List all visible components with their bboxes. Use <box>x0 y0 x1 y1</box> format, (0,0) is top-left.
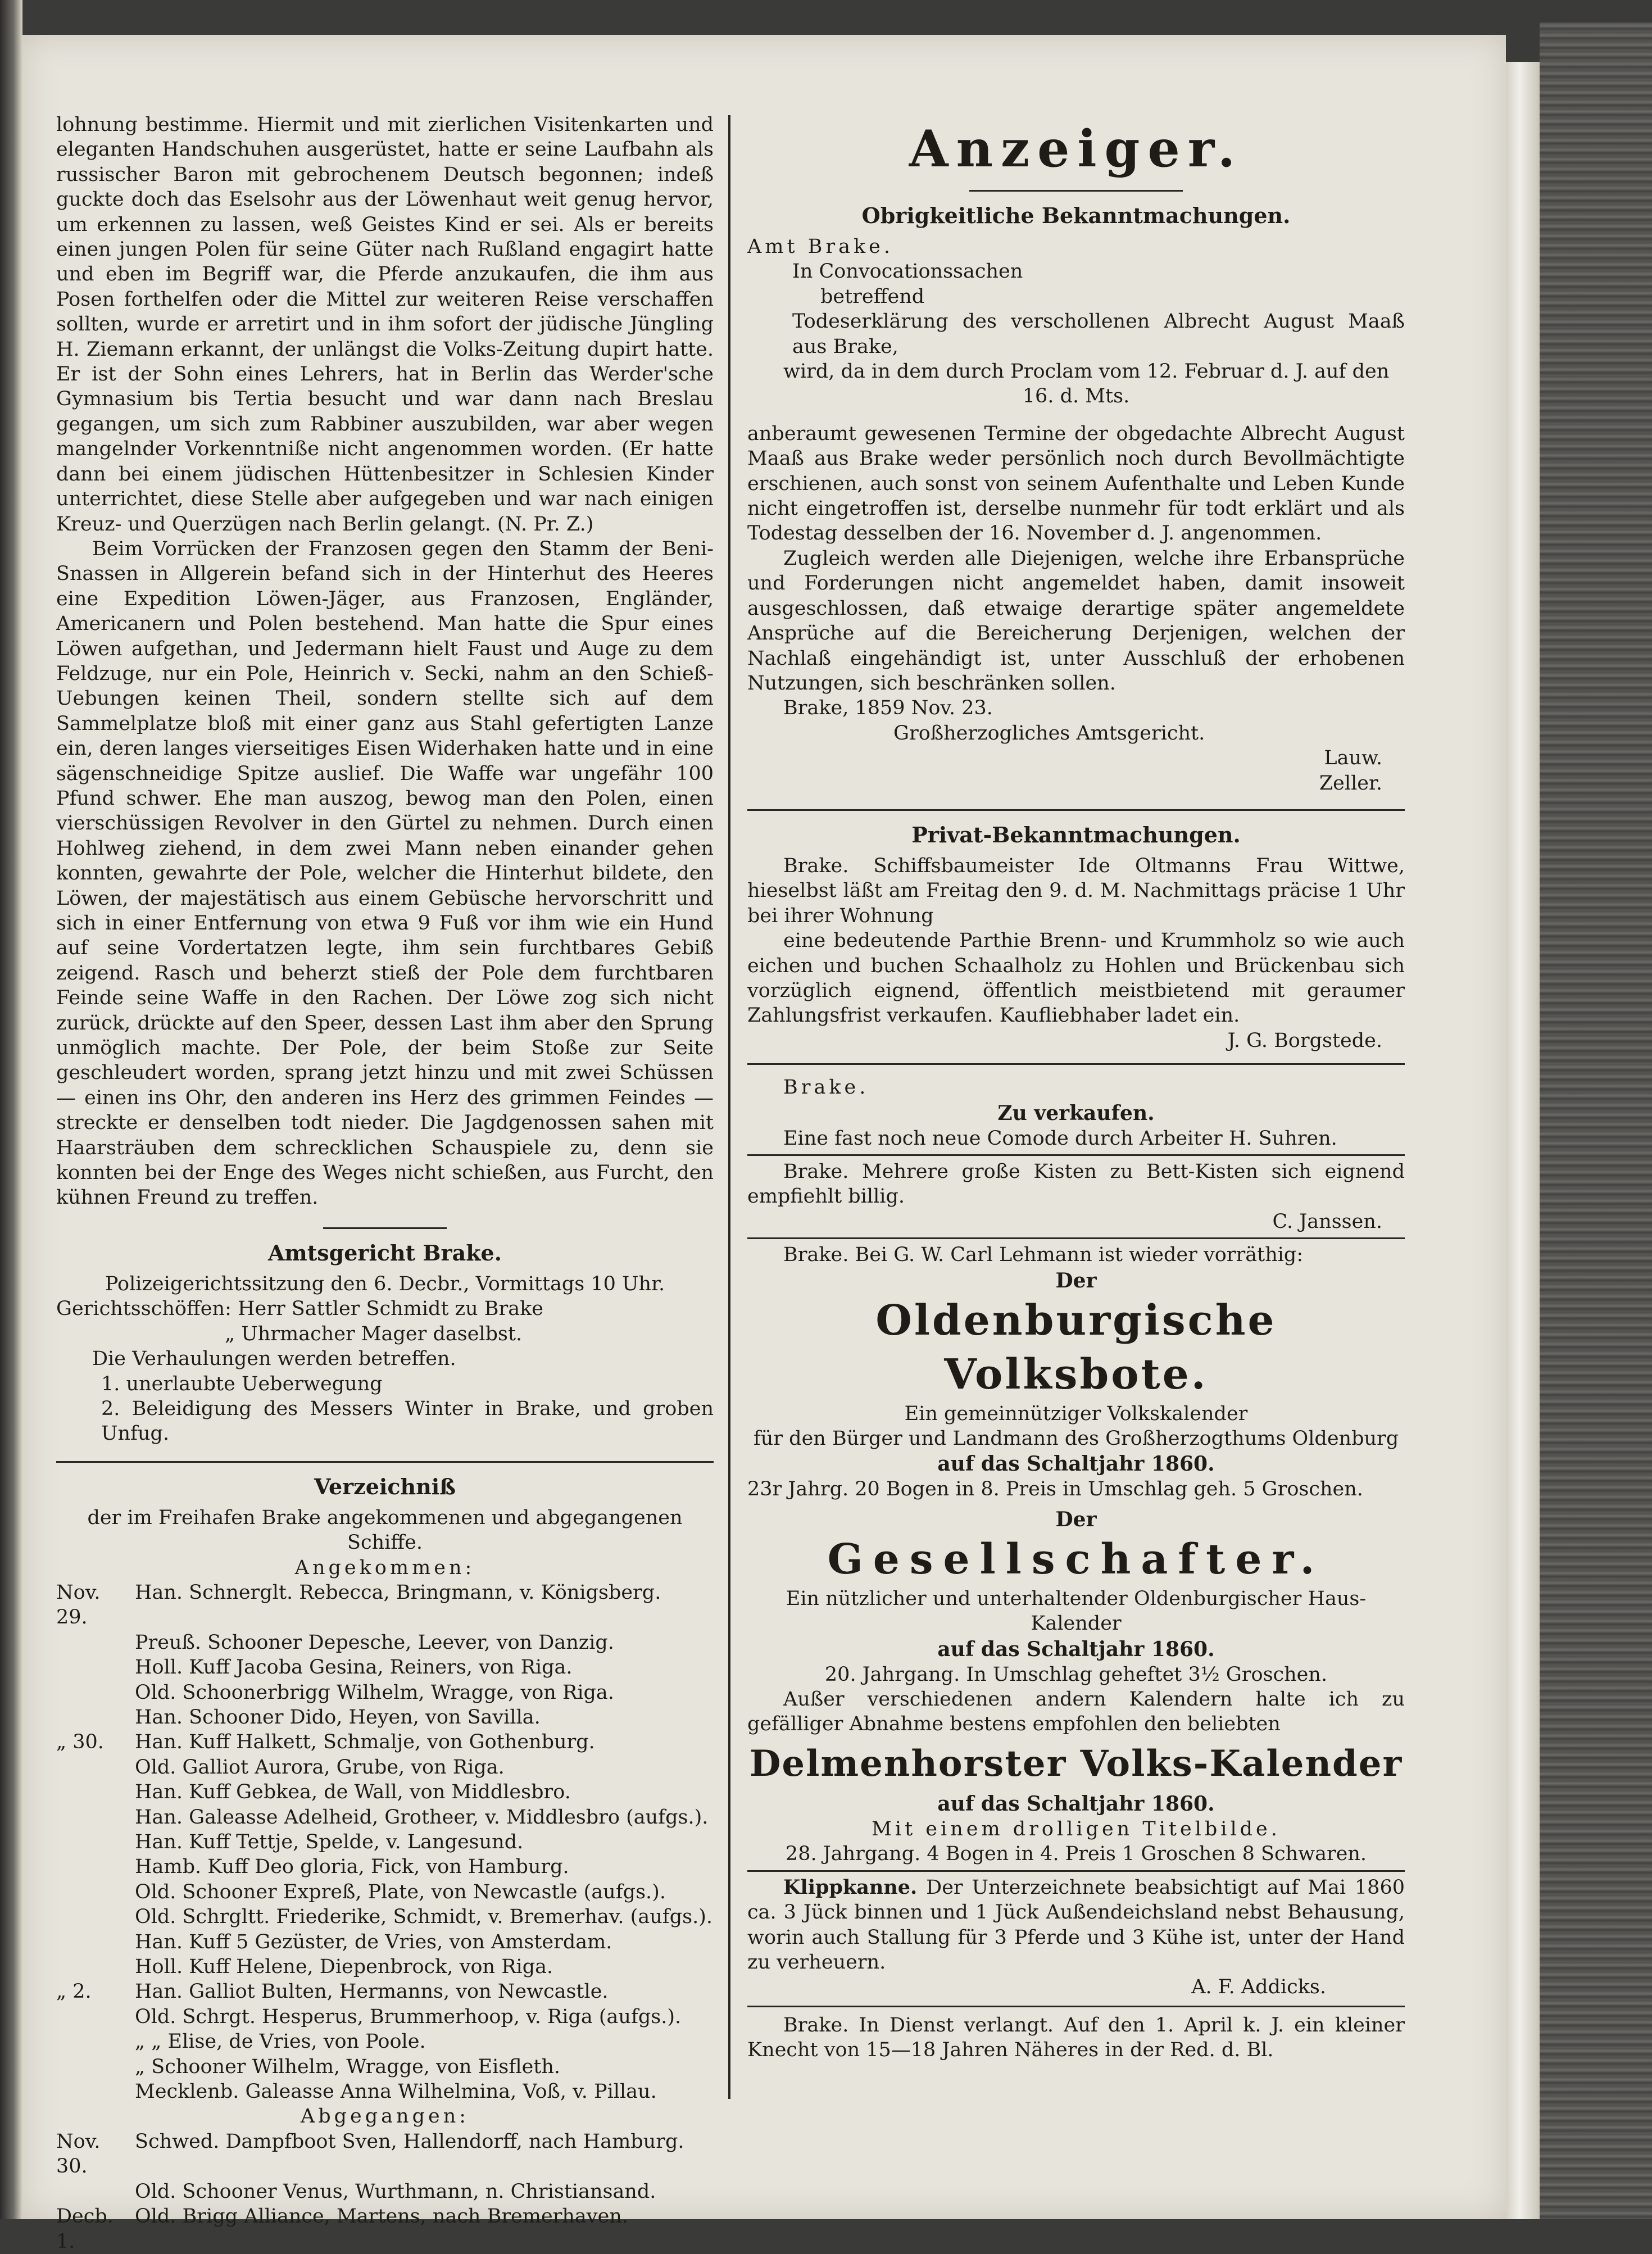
right-column <box>747 112 1405 2063</box>
signature: Lauw. <box>1324 747 1382 770</box>
divider <box>747 809 1405 811</box>
signature: Zeller. <box>1319 772 1382 795</box>
court-item: 1. unerlaubte Ueberwegung <box>101 1372 383 1395</box>
divider <box>747 1870 1405 1872</box>
divider <box>747 1237 1405 1239</box>
court-item: 2. Beleidigung des Messers Winter in Brake, und groben Unfug. <box>101 1397 714 1445</box>
ship-row <box>56 1705 714 1730</box>
divider <box>56 1461 714 1463</box>
court-session: Polizeigerichtssitzung den 6. Decbr., Vormittags 10 Uhr. <box>105 1272 665 1295</box>
ship-row <box>56 2029 714 2054</box>
ship-row <box>56 1655 714 1680</box>
ship-entry: Old. Schrgltt. Friederike, Schmidt, v. Bremerhav. (aufgs.). <box>135 1906 712 1929</box>
ship-entry: Han. Schooner Dido, Heyen, von Savilla. <box>135 1706 541 1729</box>
ship-date: „ 2. <box>56 1980 92 2003</box>
private-notices-title: Privat-Bekanntmachungen. <box>911 822 1241 847</box>
sale-text: Eine fast noch neue Comode durch Arbeiter H. Suhren. <box>783 1127 1337 1150</box>
ship-date <box>56 1954 135 1979</box>
story-paragraph: Beim Vorrücken der Franzosen gegen den Stamm der Beni-Snassen in Allgerein befand sich in der Hinterhut des Heeres eine Expedition Löwen-Jäger, aus Franzosen, Engländer, Americanern und Polen bestehend. Man hatte die Spur eines Löwen aufgethan, und Jedermann hielt Faust und Auge zu dem Feldzuge, nur ein Pole, Heinrich v. Secki, nahm an den Schieß-Uebungen keinen Theil, sondern stellte sich auf dem Sammelplatze bloß mit einer ganz aus Stahl gefertigten Lanze ein, deren langes vierseitiges Eisen Widerhaken hatte und in eine sägenschneidige Spitze auslief. Die Waffe war ungefähr 100 Pfund schwer. Ehe man auszog, bewog man den Polen, einen vierschüssigen Revolver in den Gürtel zu nehmen. Durch einen Hohlweg ziehend, in dem zwei Mann neben einander gehen konnten, gewahrte der Pole, welcher die Hinterhut bildete, den Löwen, der majestätisch aus einem Gebüsche hervorschritt und sich in einer Entfernung von etwa 9 Fuß vor ihm wie ein Hund auf seine Vordertatzen legte, ihm sein furchtbares Gebiß zeigend. Rasch und beherzt stieß der Pole dem furchtbaren Feinde seine Waffe in den Rachen. Der Löwe zog sich nicht zurück, drückte auf den Speer, dessen Last ihm aber den Sprung unmöglich machte. Der Pole, der beim Stoße zur Seite geschleudert worden, sprang jetzt hinzu und mit zwei Schüssen — einen ins Ohr, den anderen ins Herz des grimmen Feindes — streckte er denselben todt nieder. Die Jagdgenossen sahen mit Haarsträuben dem schrecklichen Schauspiele zu, denn sie konnten bei der Enge des Weges nicht schießen, aus Furcht, den kühnen Freund zu treffen. <box>56 537 714 1209</box>
ship-entry: Han. Kuff Gebkea, de Wall, von Middlesbro. <box>135 1781 571 1804</box>
notice-text: eine bedeutende Parthie Brenn- und Krummholz so wie auch eichen und buchen Schaalholz zu Hohlen und Brückenbau sich vorzüglich eignend, öffentlich meistbietend mit geraumer Zahlungsfrist verkaufen. Kaufliebhaber ladet ein. <box>747 929 1405 1027</box>
service-notice: Brake. In Dienst verlangt. Auf den 1. April k. J. ein kleiner Knecht von 15—18 Jahren Näheres in der Red. d. Bl. <box>747 2013 1405 2062</box>
ship-entry: Preuß. Schooner Depesche, Leever, von Danzig. <box>135 1631 614 1654</box>
convocation-line: Todeserklärung des verschollenen Albrecht August Maaß aus Brake, <box>792 310 1405 358</box>
ship-entry: Old. Schrgt. Hesperus, Brummerhoop, v. Riga (aufgs.). <box>135 2005 682 2028</box>
volksbote-detail: 23r Jahrg. 20 Bogen in 8. Preis in Umschlag geh. 5 Groschen. <box>747 1478 1363 1501</box>
ship-date <box>56 1755 135 1780</box>
ship-entry: Han. Kuff 5 Gezüster, de Vries, von Amsterdam. <box>135 1930 612 1953</box>
ship-date: Decb. 1. <box>56 2205 114 2253</box>
anzeiger-masthead: Anzeiger. <box>909 119 1243 179</box>
ship-entry: „ Schooner Wilhelm, Wragge, von Eisfleth. <box>135 2055 561 2078</box>
ship-date <box>56 1930 135 1954</box>
klippkanne-notice <box>747 1875 1405 1975</box>
ship-row <box>56 2004 714 2029</box>
amt-heading: Amt Brake. <box>747 235 894 258</box>
ship-entry: Old. Brigg Alliance, Martens, nach Bremerhaven. <box>135 2205 628 2228</box>
volksbote-title: Oldenburgische Volksbote. <box>875 1296 1277 1399</box>
ship-entry: Holl. Kuff Jacoba Gesina, Reiners, von Riga. <box>135 1656 573 1679</box>
ship-date: Nov. 30. <box>56 2130 101 2178</box>
ship-entry: Holl. Kuff Helene, Diepenbrock, von Riga. <box>135 1956 553 1979</box>
ship-entry: Mecklenb. Galeasse Anna Wilhelmina, Voß, v. Pillau. <box>135 2080 657 2103</box>
ship-entry: Han. Schnerglt. Rebecca, Bringmann, v. Königsberg. <box>135 1581 661 1604</box>
court-title: Amtsgericht Brake. <box>268 1240 502 1266</box>
klippkanne-title: Klippkanne. <box>783 1875 918 1899</box>
divider <box>747 2006 1405 2007</box>
convocation-line: In Convocationssachen <box>792 260 1023 283</box>
ship-date <box>56 2004 135 2029</box>
ship-row <box>56 1880 714 1904</box>
volksbote-year: auf das Schaltjahr 1860. <box>937 1452 1215 1476</box>
ship-entry: Old. Schoonerbrigg Wilhelm, Wragge, von Riga. <box>135 1681 614 1704</box>
ship-row <box>56 1780 714 1804</box>
ship-entry: Old. Schooner Expreß, Plate, von Newcastle (aufgs.). <box>135 1880 666 1903</box>
ship-entry: Old. Galliot Aurora, Grube, von Riga. <box>135 1756 505 1779</box>
divider <box>747 1154 1405 1156</box>
court-lay-judges: „ Uhrmacher Mager daselbst. <box>225 1322 523 1345</box>
ship-row <box>56 1680 714 1705</box>
sale-place: Brake. <box>783 1076 869 1099</box>
ship-entry: „ „ Elise, de Vries, von Poole. <box>135 2030 426 2053</box>
ship-row <box>56 1630 714 1655</box>
ship-row <box>56 1979 714 2004</box>
volksbote-detail: Ein gemeinnütziger Volkskalender <box>904 1402 1248 1425</box>
arrived-list <box>56 1580 714 2105</box>
gesellschafter-year: auf das Schaltjahr 1860. <box>937 1637 1215 1661</box>
ship-date <box>56 1705 135 1730</box>
ship-date <box>56 2029 135 2054</box>
official-notices-title: Obrigkeitliche Bekanntmachungen. <box>861 203 1291 228</box>
delmenhorster-year: auf das Schaltjahr 1860. <box>937 1792 1215 1816</box>
convocation-line: wird, da in dem durch Proclam vom 12. Februar d. J. auf den <box>783 360 1390 383</box>
arrived-title: Angekommen: <box>294 1556 475 1579</box>
court-intro: Die Verhaulungen werden betreffen. <box>92 1348 456 1371</box>
ship-row <box>56 2204 714 2254</box>
ship-entry: Old. Schooner Venus, Wurthmann, n. Christiansand. <box>135 2180 656 2203</box>
ship-row <box>56 1830 714 1854</box>
sale-title: Zu verkaufen. <box>997 1101 1155 1125</box>
gesellschafter-detail: Außer verschiedenen andern Kalendern halte ich zu gefälliger Abnahme bestens empfohlen den beliebten <box>747 1688 1405 1736</box>
ship-entry: Han. Galliot Bulten, Hermanns, von Newcastle. <box>135 1980 609 2003</box>
ships-subtitle: der im Freihafen Brake angekommenen und abgegangenen Schiffe. <box>87 1506 683 1554</box>
court-lay-judges: Gerichtsschöffen: Herr Sattler Schmidt zu Brake <box>56 1298 543 1321</box>
convocation-body: Zugleich werden alle Diejenigen, welche ihre Erbansprüche und Forderungen nicht angemeldet haben, damit insoweit ausgeschlossen, daß etwaige derartige später angemeldete Ansprüche auf die Bereicherung Derjenigen, welchen der Nachlaß eingehändigt ist, unter Ausschluß der erhobenen Nutzungen, sich beschränken sollen. <box>747 547 1405 695</box>
article-label: Der <box>1055 1268 1097 1292</box>
divider <box>747 1063 1405 1065</box>
book-cover-edge <box>1540 22 1652 2219</box>
departed-title: Abgegangen: <box>300 2105 470 2128</box>
bookseller-notice: Brake. Bei G. W. Carl Lehmann ist wieder vorräthig: <box>783 1244 1304 1267</box>
ship-row <box>56 1580 714 1630</box>
convocation-body: anberaumt gewesenen Termine der obgedachte Albrecht August Maaß aus Brake weder persönlich noch durch Bevollmächtigte erschienen, auch sonst von seinem Aufenthalte und Leben Kunde nicht eingetroffen ist, derselbe nunmehr für todt erklärt und als Todestag desselben der 16. November d. J. angenommen. <box>747 422 1405 545</box>
signature: A. F. Addicks. <box>1191 1976 1326 1999</box>
convocation-date-line: Brake, 1859 Nov. 23. <box>783 697 993 720</box>
ship-date: Nov. 29. <box>56 1581 101 1629</box>
ship-row <box>56 1930 714 1954</box>
left-binding-strip <box>0 0 22 2219</box>
ship-date <box>56 1655 135 1680</box>
ship-row <box>56 1805 714 1830</box>
ship-row <box>56 1954 714 1979</box>
ship-date <box>56 1830 135 1854</box>
next-page-edge <box>1506 62 1540 2219</box>
ships-title: Verzeichniß <box>314 1473 456 1499</box>
left-column <box>56 112 714 2254</box>
article-label: Der <box>1055 1507 1097 1531</box>
signature: J. G. Borgstede. <box>1227 1029 1382 1052</box>
notice-text: Brake. Mehrere große Kisten zu Bett-Kisten sich eignend empfiehlt billig. <box>747 1160 1405 1208</box>
delmenhorster-detail: Mit einem drolligen Titelbilde. <box>872 1817 1281 1840</box>
ship-row <box>56 1755 714 1780</box>
ship-date <box>56 1680 135 1705</box>
gesellschafter-title: Gesellschafter. <box>827 1535 1325 1584</box>
ship-date <box>56 1780 135 1804</box>
signature: C. Janssen. <box>1272 1210 1382 1233</box>
ship-entry: Schwed. Dampfboot Sven, Hallendorff, nach Hamburg. <box>135 2130 684 2153</box>
ship-date <box>56 2055 135 2079</box>
notice-text: Brake. Schiffsbaumeister Ide Oltmanns Frau Wittwe, hieselbst läßt am Freitag den 9. d. M. Nachmittags präcise 1 Uhr bei ihrer Wohnung <box>747 854 1405 927</box>
klippkanne-text: Der Unterzeichnete beabsichtigt auf Mai 1860 ca. 3 Jück binnen und 1 Jück Außendeichsland nebst Behausung, worin auch Stallung für 3 Pferde und 3 Kühe ist, unter der Hand zu verheuern. <box>747 1876 1405 1974</box>
ship-row <box>56 1730 714 1754</box>
divider <box>323 1227 447 1229</box>
ship-row <box>56 1854 714 1879</box>
volksbote-detail: für den Bürger und Landmann des Großherzogthums Oldenburg <box>753 1427 1399 1450</box>
ship-row <box>56 2055 714 2079</box>
ship-date <box>56 1854 135 1879</box>
ship-row <box>56 1904 714 1929</box>
ship-row <box>56 2079 714 2104</box>
ship-row <box>56 2179 714 2204</box>
divider <box>969 190 1183 192</box>
ship-entry: Hamb. Kuff Deo gloria, Fick, von Hamburg. <box>135 1856 569 1879</box>
delmenhorster-title: Delmenhorster Volks-Kalender <box>749 1742 1403 1785</box>
delmenhorster-detail: 28. Jahrgang. 4 Bogen in 4. Preis 1 Groschen 8 Schwaren. <box>785 1843 1367 1866</box>
departed-list <box>56 2129 714 2254</box>
column-divider <box>728 115 730 2099</box>
ship-date: „ 30. <box>56 1731 104 1754</box>
ship-date <box>56 2179 135 2204</box>
story-paragraph: lohnung bestimme. Hiermit und mit zierlichen Visitenkarten und eleganten Handschuhen ausgerüstet, hatte er seine Laufbahn als russischer Baron mit gebrochenem Deutsch begonnen; indeß guckte doch das Eselsohr aus der Löwenhaut weit genug hervor, um erkennen zu lassen, weß Geistes Kind er sei. Als er bereits einen jungen Polen für seine Güter nach Rußland engagirt hatte und eben im Begriff war, die Pferde anzukaufen, die ihm aus Posen forthelfen oder die Mittel zur weiteren Reise verschaffen sollten, wurde er arretirt und in ihm sofort der jüdische Jüngling H. Ziemann erkannt, der unlängst die Volks-Zeitung dupirt hatte. Er ist der Sohn eines Lehrers, hat in Berlin das Werder'sche Gymnasium bis Tertia besucht und war dann nach Breslau gegangen, um sich zum Rabbiner auszubilden, war aber wegen mangelnder Vorkenntniße nicht angenommen worden. (Er hatte dann bei einem jüdischen Hüttenbesitzer in Schlesien Kinder unterrichtet, diese Stelle aber aufgegeben und war nach einigen Kreuz- und Querzügen nach Berlin gelangt. (N. Pr. Z.) <box>56 114 714 536</box>
ship-entry: Han. Kuff Tettje, Spelde, v. Langesund. <box>135 1831 524 1853</box>
ship-date <box>56 2079 135 2104</box>
convocation-date: 16. d. Mts. <box>1022 385 1130 408</box>
ship-date <box>56 1805 135 1830</box>
ship-entry: Han. Galeasse Adelheid, Grotheer, v. Middlesbro (aufgs.). <box>135 1806 709 1829</box>
gesellschafter-detail: Ein nützlicher und unterhaltender Oldenburgischer Haus-Kalender <box>786 1587 1367 1635</box>
convocation-line: betreffend <box>820 285 925 308</box>
ship-date <box>56 1904 135 1929</box>
gesellschafter-detail: 20. Jahrgang. In Umschlag geheftet 3½ Groschen. <box>824 1663 1328 1686</box>
ship-row <box>56 2129 714 2179</box>
ship-date <box>56 1630 135 1655</box>
ship-date <box>56 1880 135 1904</box>
ship-entry: Han. Kuff Halkett, Schmalje, von Gothenburg. <box>135 1731 595 1754</box>
court-signature: Großherzogliches Amtsgericht. <box>893 722 1205 745</box>
